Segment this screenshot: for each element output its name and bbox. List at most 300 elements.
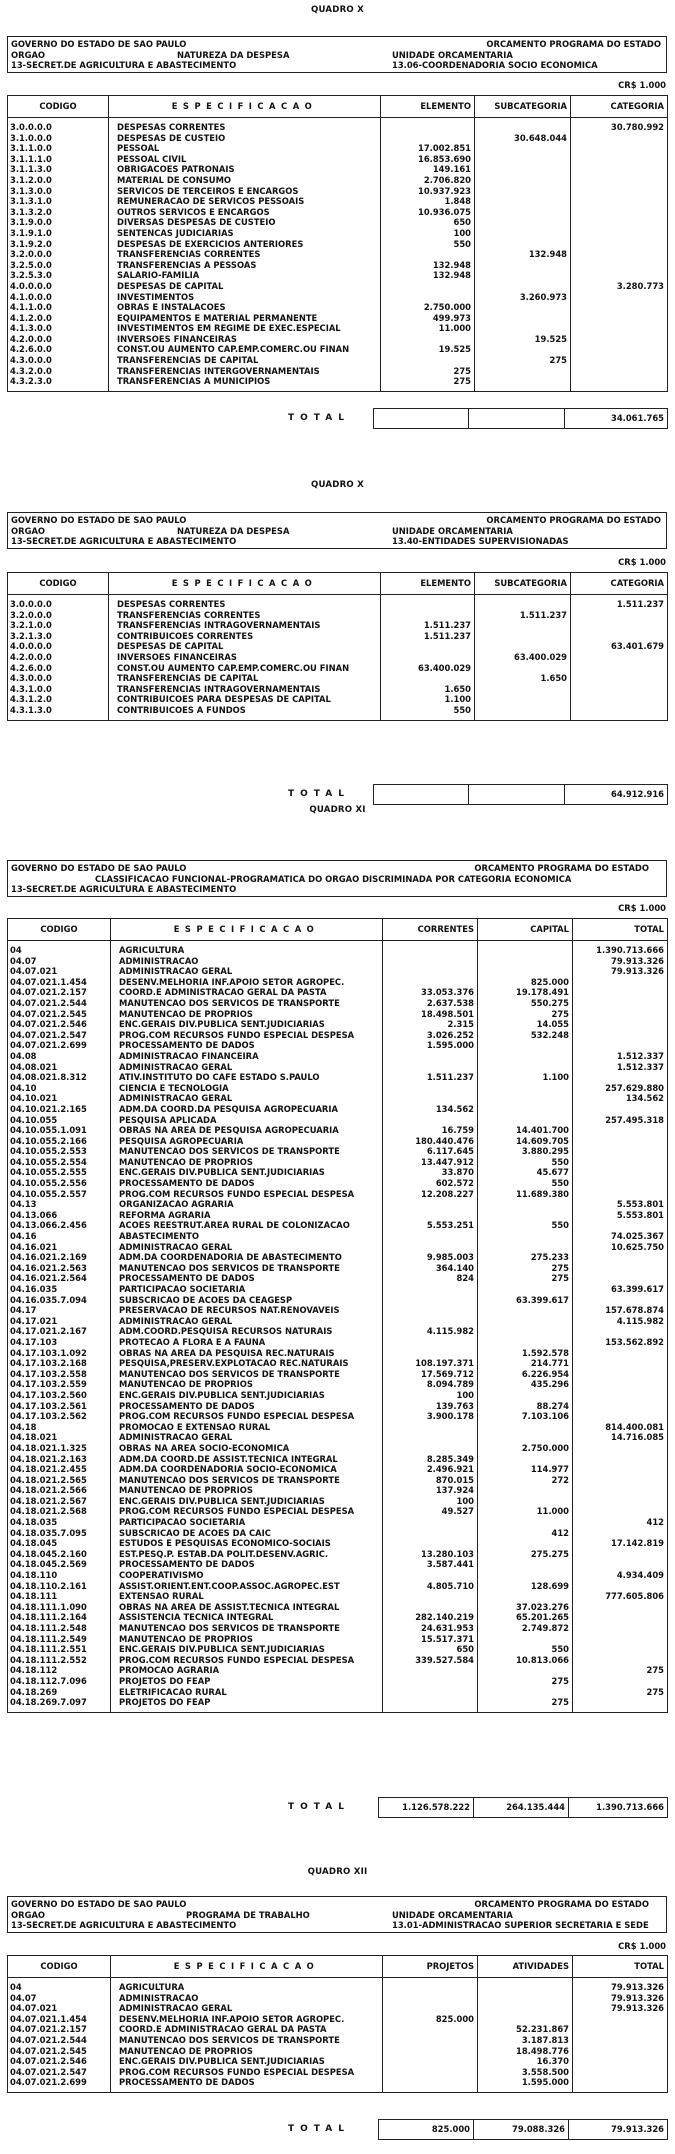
table-row (8, 1348, 668, 1359)
row-description: TRANSFERENCIAS DE CAPITAL (109, 673, 381, 684)
row-value-1 (383, 941, 478, 956)
row-value-2 (478, 1687, 573, 1698)
row-code: 4.3.1.2.0 (8, 694, 109, 705)
row-description: SENTENCAS JUDICIARIAS (109, 228, 381, 239)
table-row (8, 610, 668, 621)
row-value-2 (478, 1496, 573, 1507)
col-header-especificacao: ESPECIFICACAO (109, 96, 381, 118)
row-value-3: 63.399.617 (573, 1284, 668, 1295)
row-value-2 (478, 1104, 573, 1115)
row-code: 04.18.111.2.552 (8, 1655, 111, 1666)
row-value-3 (573, 1475, 668, 1486)
table-row (8, 217, 668, 228)
row-value-2 (475, 270, 571, 281)
table-row (8, 1231, 668, 1242)
table-row (8, 1464, 668, 1475)
row-code: 04.16.035.7.094 (8, 1295, 111, 1306)
table-row (8, 2003, 668, 2014)
row-value-1 (383, 2035, 478, 2046)
quadro-title: QUADRO XII (307, 1867, 368, 1877)
row-value-1 (381, 652, 475, 663)
row-value-2: 88.274 (478, 1401, 573, 1412)
row-code: 04.16.021.2.564 (8, 1273, 111, 1284)
row-value-2: 30.648.044 (475, 133, 571, 144)
row-code: 04.18.021.1.325 (8, 1443, 111, 1454)
row-code: 4.0.0.0.0 (8, 641, 109, 652)
row-value-3 (571, 175, 668, 186)
table-row (8, 1220, 668, 1231)
row-code: 04 (8, 1978, 111, 1993)
row-code: 04.17.021.2.167 (8, 1326, 111, 1337)
row-value-2 (478, 1199, 573, 1210)
row-value-1 (383, 1443, 478, 1454)
row-value-2 (475, 175, 571, 186)
table-row (8, 1019, 668, 1030)
budget-table (7, 572, 668, 721)
row-value-1 (383, 1676, 478, 1687)
row-description: ENC.GERAIS DIV.PUBLICA SENT.JUDICIARIAS (111, 1496, 383, 1507)
row-value-3 (573, 1581, 668, 1592)
table-row (8, 313, 668, 324)
currency-unit: CR$ 1.000 (618, 903, 666, 913)
row-value-3 (571, 673, 668, 684)
table-row (8, 595, 668, 610)
row-description: DESPESAS CORRENTES (109, 118, 381, 133)
row-value-1: 18.498.501 (383, 1009, 478, 1020)
row-value-2: 14.055 (478, 1019, 573, 1030)
row-value-2: 825.000 (478, 977, 573, 988)
row-description: MANUTENCAO DE PROPRIOS (111, 1485, 383, 1496)
col-header-categoria: CATEGORIA (571, 573, 668, 595)
row-description: MANUTENCAO DE PROPRIOS (111, 2046, 383, 2057)
row-value-1: 825.000 (383, 2014, 478, 2025)
row-description: DESPESAS CORRENTES (109, 595, 381, 610)
row-description: ENC.GERAIS DIV.PUBLICA SENT.JUDICIARIAS (111, 1390, 383, 1401)
row-code: 04.07.021.2.544 (8, 2035, 111, 2046)
row-value-3 (573, 1401, 668, 1412)
total-row (373, 784, 668, 805)
row-value-1: 1.100 (381, 694, 475, 705)
unidade-name: 13.40-ENTIDADES SUPERVISIONADAS (392, 536, 569, 546)
budget-table (7, 918, 668, 1713)
row-value-1: 1.848 (381, 196, 475, 207)
table-row (8, 1167, 668, 1178)
row-description: INVESTIMENTOS (109, 292, 381, 303)
total-row (378, 1797, 668, 1818)
row-description: PESSOAL (109, 143, 381, 154)
row-value-2 (475, 631, 571, 642)
row-value-1 (383, 1284, 478, 1295)
row-value-1: 132.948 (381, 260, 475, 271)
row-value-3 (573, 1379, 668, 1390)
budget-title: ORCAMENTO PROGRAMA DO ESTADO (474, 1899, 649, 1909)
row-value-3 (571, 376, 668, 391)
row-description: SERVICOS DE TERCEIROS E ENCARGOS (109, 186, 381, 197)
row-value-3 (573, 2046, 668, 2057)
table-row (8, 239, 668, 250)
row-value-2: 275.233 (478, 1252, 573, 1263)
table-row (8, 652, 668, 663)
table-row (8, 998, 668, 1009)
row-value-1: 275 (381, 376, 475, 391)
row-value-1: 17.569.712 (383, 1369, 478, 1380)
row-description: ENC.GERAIS DIV.PUBLICA SENT.JUDICIARIAS (111, 1019, 383, 1030)
row-value-3 (573, 1072, 668, 1083)
row-description: CONST.OU AUMENTO CAP.EMP.COMERC.OU FINAN (109, 344, 381, 355)
row-value-3: 10.625.750 (573, 1242, 668, 1253)
row-value-3 (573, 2014, 668, 2025)
table-row (8, 344, 668, 355)
row-description: ENC.GERAIS DIV.PUBLICA SENT.JUDICIARIAS (111, 1644, 383, 1655)
row-value-2: 132.948 (475, 249, 571, 260)
row-description: ENC.GERAIS DIV.PUBLICA SENT.JUDICIARIAS (111, 2056, 383, 2067)
row-value-3 (573, 1295, 668, 1306)
row-value-3 (571, 228, 668, 239)
currency-unit: CR$ 1.000 (618, 557, 666, 567)
row-value-1 (383, 977, 478, 988)
row-code: 4.1.2.0.0 (8, 313, 109, 324)
row-code: 3.1.9.2.0 (8, 239, 109, 250)
row-value-1: 139.763 (383, 1401, 478, 1412)
row-value-1 (381, 334, 475, 345)
row-value-2 (478, 1316, 573, 1327)
row-value-1: 10.936.075 (381, 207, 475, 218)
row-value-2 (475, 186, 571, 197)
row-code: 04 (8, 941, 111, 956)
row-code: 04.18.021.2.568 (8, 1506, 111, 1517)
col-header-codigo: CODIGO (8, 96, 109, 118)
table-row (8, 620, 668, 631)
row-value-2: 11.000 (478, 1506, 573, 1517)
row-code: 04.17.103.2.559 (8, 1379, 111, 1390)
total-atividades: 79.088.326 (474, 2120, 569, 2140)
total-row (378, 2119, 668, 2140)
row-value-3: 275 (573, 1665, 668, 1676)
table-row (8, 641, 668, 652)
row-value-3: 79.913.326 (573, 956, 668, 967)
row-description: EXTENSAO RURAL (111, 1591, 383, 1602)
table-row (8, 154, 668, 165)
col-header-codigo: CODIGO (8, 573, 109, 595)
row-value-2: 3.880.295 (478, 1146, 573, 1157)
table-row (8, 1146, 668, 1157)
row-value-3 (573, 2035, 668, 2046)
row-value-1 (383, 1083, 478, 1094)
currency-unit: CR$ 1.000 (618, 80, 666, 90)
row-description: ADMINISTRACAO GERAL (111, 1093, 383, 1104)
row-value-1 (383, 1528, 478, 1539)
row-value-2 (475, 260, 571, 271)
row-value-3 (573, 1506, 668, 1517)
row-value-1: 550 (381, 705, 475, 720)
row-value-3: 257.495.318 (573, 1115, 668, 1126)
row-code: 4.1.1.0.0 (8, 302, 109, 313)
table-row (8, 292, 668, 303)
row-description: MANUTENCAO DOS SERVICOS DE TRANSPORTE (111, 1623, 383, 1634)
table-row (8, 1252, 668, 1263)
row-code: 04.07.021.2.157 (8, 2024, 111, 2035)
table-row (8, 1570, 668, 1581)
row-description: PROG.COM RECURSOS FUNDO ESPECIAL DESPESA (111, 2067, 383, 2078)
row-description: ADM.DA COORD.DA PESQUISA AGROPECUARIA (111, 1104, 383, 1115)
row-value-1: 13.447.912 (383, 1157, 478, 1168)
table-row (8, 249, 668, 260)
row-description: PROJETOS DO FEAP (111, 1697, 383, 1712)
row-value-1 (383, 1348, 478, 1359)
table-row (8, 941, 668, 956)
row-code: 4.3.1.0.0 (8, 684, 109, 695)
row-value-1: 339.527.584 (383, 1655, 478, 1666)
row-description: ADMINISTRACAO GERAL (111, 966, 383, 977)
row-code: 04.07.021.2.699 (8, 1040, 111, 1051)
table-row (8, 118, 668, 133)
row-value-1: 1.511.237 (383, 1072, 478, 1083)
row-value-1: 134.562 (383, 1104, 478, 1115)
row-code: 04.17.103.2.561 (8, 1401, 111, 1412)
table-row (8, 1496, 668, 1507)
row-description: MANUTENCAO DOS SERVICOS DE TRANSPORTE (111, 1369, 383, 1380)
table-row (8, 1612, 668, 1623)
row-value-3 (571, 154, 668, 165)
row-value-3: 79.913.326 (573, 1978, 668, 1993)
col-header-capital: CAPITAL (478, 919, 573, 941)
row-description: INVESTIMENTOS EM REGIME DE EXEC.ESPECIAL (109, 323, 381, 334)
table-row (8, 1316, 668, 1327)
row-value-3 (573, 1125, 668, 1136)
table-row (8, 987, 668, 998)
row-value-2 (478, 1454, 573, 1465)
row-code: 04.18.110.2.161 (8, 1581, 111, 1592)
row-value-2: 1.100 (478, 1072, 573, 1083)
total-categoria: 64.912.916 (565, 785, 668, 805)
row-value-1: 1.511.237 (381, 631, 475, 642)
row-value-2 (475, 154, 571, 165)
total-subcategoria (469, 785, 565, 805)
total-correntes: 1.126.578.222 (379, 1798, 474, 1818)
row-description: DESENV.MELHORIA INF.APOIO SETOR AGROPEC. (111, 977, 383, 988)
row-code: 04.16.035 (8, 1284, 111, 1295)
row-value-3 (573, 987, 668, 998)
col-header-total: TOTAL (573, 919, 668, 941)
row-code: 04.10.055.2.554 (8, 1157, 111, 1168)
row-value-2: 550 (478, 1178, 573, 1189)
row-code: 3.2.5.3.0 (8, 270, 109, 281)
row-value-3 (573, 1167, 668, 1178)
row-description: ADM.COORD.PESQUISA RECURSOS NATURAIS (111, 1326, 383, 1337)
row-value-3 (573, 1009, 668, 1020)
table-row (8, 1623, 668, 1634)
row-value-2 (478, 1390, 573, 1401)
row-description: OBRIGACOES PATRONAIS (109, 164, 381, 175)
table-row (8, 1115, 668, 1126)
row-code: 04.18.111 (8, 1591, 111, 1602)
row-code: 3.1.1.3.0 (8, 164, 109, 175)
row-value-2 (478, 1993, 573, 2004)
row-value-2: 3.187.813 (478, 2035, 573, 2046)
row-description: PESSOAL CIVIL (109, 154, 381, 165)
total-categoria: 34.061.765 (565, 409, 668, 429)
row-value-2: 532.248 (478, 1030, 573, 1041)
row-value-3 (571, 684, 668, 695)
row-value-3 (573, 1676, 668, 1687)
orgao-label: ORGAO (11, 1909, 46, 1920)
row-code: 4.2.0.0.0 (8, 652, 109, 663)
row-code: 04.07.021.2.546 (8, 2056, 111, 2067)
row-description: ORGANIZACAO AGRARIA (111, 1199, 383, 1210)
row-value-2 (478, 1559, 573, 1570)
row-code: 3.0.0.0.0 (8, 118, 109, 133)
row-value-1: 2.637.538 (383, 998, 478, 1009)
row-value-1: 5.553.251 (383, 1220, 478, 1231)
col-header-especificacao: ESPECIFICACAO (111, 919, 383, 941)
total-geral: 1.390.713.666 (569, 1798, 668, 1818)
row-value-3: 134.562 (573, 1093, 668, 1104)
table-row (8, 2067, 668, 2078)
row-value-2: 11.689.380 (478, 1189, 573, 1200)
row-description: MANUTENCAO DE PROPRIOS (111, 1009, 383, 1020)
row-value-1: 650 (381, 217, 475, 228)
row-value-3: 74.025.367 (573, 1231, 668, 1242)
row-code: 04.18.111.1.090 (8, 1602, 111, 1613)
row-value-3 (573, 1358, 668, 1369)
table-row (8, 673, 668, 684)
row-value-1 (383, 1538, 478, 1549)
row-value-3 (571, 610, 668, 621)
row-code: 04.07 (8, 956, 111, 967)
row-value-2: 435.296 (478, 1379, 573, 1390)
table-row (8, 1326, 668, 1337)
row-code: 04.10.021 (8, 1093, 111, 1104)
budget-table (7, 95, 668, 392)
table-row (8, 1644, 668, 1655)
orgao-name: 13-SECRET.DE AGRICULTURA E ABASTECIMENTO (11, 60, 237, 70)
row-value-2 (478, 1432, 573, 1443)
row-value-2 (478, 1326, 573, 1337)
report-header (7, 1896, 667, 1933)
report-subject: PROGRAMA DE TRABALHO (186, 1909, 310, 1920)
row-description: COORD.E ADMINISTRACAO GERAL DA PASTA (111, 987, 383, 998)
row-value-1: 4.805.710 (383, 1581, 478, 1592)
row-code: 3.1.3.2.0 (8, 207, 109, 218)
table-row (8, 1072, 668, 1083)
table-row (8, 956, 668, 967)
row-value-1 (383, 1115, 478, 1126)
row-description: DESPESAS DE CUSTEIO (109, 133, 381, 144)
table-row (8, 2056, 668, 2067)
row-value-2: 1.511.237 (475, 610, 571, 621)
row-description: ADMINISTRACAO GERAL (111, 1432, 383, 1443)
row-value-3 (571, 620, 668, 631)
table-row (8, 1083, 668, 1094)
row-description: REMUNERACAO DE SERVICOS PESSOAIS (109, 196, 381, 207)
row-value-3 (571, 207, 668, 218)
row-description: DESPESAS DE EXERCICIOS ANTERIORES (109, 239, 381, 250)
row-code: 04.07.021.2.547 (8, 2067, 111, 2078)
row-value-1 (383, 1210, 478, 1221)
row-value-1: 16.853.690 (381, 154, 475, 165)
total-row (373, 408, 668, 429)
row-value-2: 16.370 (478, 2056, 573, 2067)
row-value-3: 79.913.326 (573, 966, 668, 977)
table-row (8, 1178, 668, 1189)
row-description: TRANSFERENCIAS A MUNICIPIOS (109, 376, 381, 391)
row-code: 04.10.055.2.557 (8, 1189, 111, 1200)
col-header-atividades: ATIVIDADES (478, 1956, 573, 1978)
row-value-2: 275 (478, 1273, 573, 1284)
table-row (8, 281, 668, 292)
row-value-3 (571, 334, 668, 345)
row-value-1 (383, 1570, 478, 1581)
row-value-3 (571, 143, 668, 154)
orgao-name: 13-SECRET.DE AGRICULTURA E ABASTECIMENTO (11, 1920, 237, 1930)
row-value-3 (573, 2077, 668, 2092)
row-value-2 (475, 239, 571, 250)
budget-table (7, 1955, 668, 2093)
table-row (8, 1305, 668, 1316)
row-code: 3.0.0.0.0 (8, 595, 109, 610)
table-row (8, 133, 668, 144)
row-code: 04.18.112 (8, 1665, 111, 1676)
row-code: 04.07.021.2.545 (8, 2046, 111, 2057)
row-code: 04.18.045 (8, 1538, 111, 1549)
table-row (8, 260, 668, 271)
row-value-3 (573, 1040, 668, 1051)
unidade-name: 13.01-ADMINISTRACAO SUPERIOR SECRETARIA E SEDE (392, 1920, 649, 1930)
row-value-1: 180.440.476 (383, 1136, 478, 1147)
row-value-3 (571, 260, 668, 271)
table-row (8, 1687, 668, 1698)
row-value-1 (383, 2046, 478, 2057)
row-value-1: 870.015 (383, 1475, 478, 1486)
row-code: 04.17.021 (8, 1316, 111, 1327)
row-code: 3.2.1.0.0 (8, 620, 109, 631)
row-value-2: 45.677 (478, 1167, 573, 1178)
row-code: 04.07.021.2.545 (8, 1009, 111, 1020)
row-code: 04.18.111.2.549 (8, 1634, 111, 1645)
row-description: INVERSOES FINANCEIRAS (109, 334, 381, 345)
table-row (8, 1199, 668, 1210)
row-value-2: 37.023.276 (478, 1602, 573, 1613)
row-value-3 (573, 1454, 668, 1465)
row-value-2: 128.699 (478, 1581, 573, 1592)
total-elemento (374, 409, 469, 429)
row-value-3: 157.678.874 (573, 1305, 668, 1316)
table-row (8, 1602, 668, 1613)
row-value-1 (383, 2003, 478, 2014)
row-description: ENC.GERAIS DIV.PUBLICA SENT.JUDICIARIAS (111, 1167, 383, 1178)
row-description: PROCESSAMENTO DE DADOS (111, 1273, 383, 1284)
row-value-3: 14.716.085 (573, 1432, 668, 1443)
row-value-1: 33.870 (383, 1167, 478, 1178)
row-code: 04.18.110 (8, 1570, 111, 1581)
row-code: 04.08 (8, 1051, 111, 1062)
table-row (8, 1390, 668, 1401)
row-value-2 (475, 196, 571, 207)
row-code: 04.13.066.2.456 (8, 1220, 111, 1231)
row-value-3 (571, 196, 668, 207)
row-value-3 (573, 1528, 668, 1539)
row-value-2 (475, 595, 571, 610)
budget-title: ORCAMENTO PROGRAMA DO ESTADO (474, 863, 649, 873)
row-value-1 (383, 2024, 478, 2035)
row-value-3 (573, 1146, 668, 1157)
row-code: 04.07.021.1.454 (8, 977, 111, 988)
row-value-1: 550 (381, 239, 475, 250)
report-subject: CLASSIFICACAO FUNCIONAL-PROGRAMATICA DO ORGAO DISCRIMINADA POR CATEGORIA ECONOMICA (95, 873, 572, 884)
government-name: GOVERNO DO ESTADO DE SAO PAULO (11, 1899, 187, 1909)
row-code: 04.16.021.2.169 (8, 1252, 111, 1263)
row-value-2: 214.771 (478, 1358, 573, 1369)
